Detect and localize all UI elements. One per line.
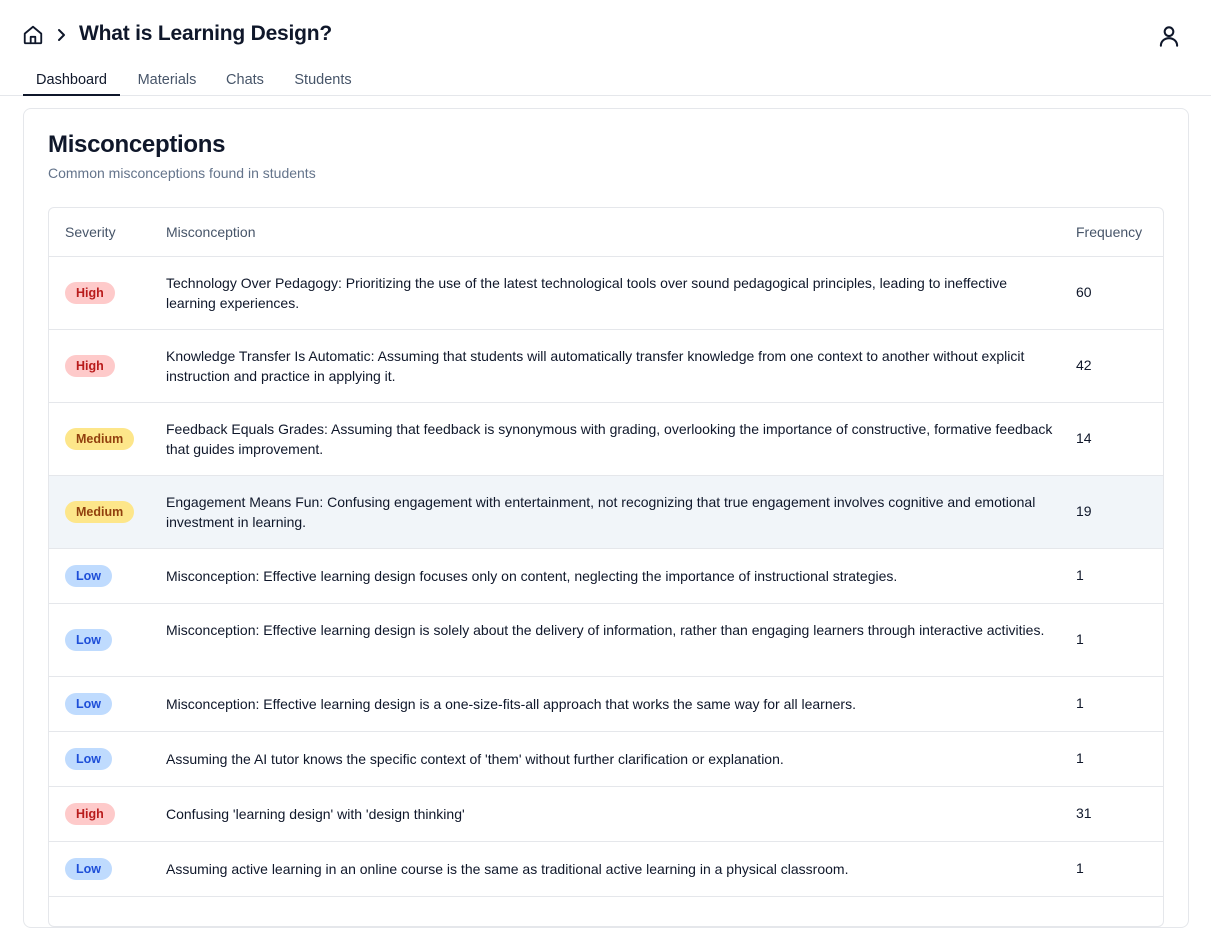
misconceptions-table [48,207,1164,927]
tab-students[interactable]: Students [294,72,352,88]
frequency-value: 1 [1076,567,1084,583]
card-title: Misconceptions [48,131,226,158]
table-row[interactable] [49,476,1164,549]
misconception-text: Feedback Equals Grades: Assuming that feedback is synonymous with grading, overlooking the importance of constructive, formative feedback that guides improvement. [166,421,1053,457]
severity-badge: Low [65,565,112,587]
misconception-text: Knowledge Transfer Is Automatic: Assuming that students will automatically transfer knowledge from one context to another without explicit instruction and practice in applying it. [166,348,1025,384]
severity-badge: Low [65,748,112,770]
severity-badge: High [65,803,115,825]
misconception-text: Misconception: Effective learning design is a one-size-fits-all approach that works the same way for all learners. [166,696,856,712]
table-row[interactable] [49,403,1164,476]
frequency-value: 14 [1076,430,1092,446]
tab-dashboard[interactable]: Dashboard [23,66,120,96]
tab-chats[interactable]: Chats [226,72,264,88]
home-icon[interactable] [22,24,44,46]
table-row[interactable] [49,257,1164,330]
table-row[interactable] [49,732,1164,787]
table-row[interactable] [49,604,1164,677]
chevron-right-icon [53,27,69,43]
misconception-text: Misconception: Effective learning design focuses only on content, neglecting the importance of instructional strategies. [166,568,898,584]
tab-materials[interactable]: Materials [137,72,197,88]
frequency-value: 1 [1076,631,1084,647]
severity-badge: Medium [65,501,134,523]
severity-badge: Low [65,858,112,880]
frequency-value: 1 [1076,750,1084,766]
frequency-value: 31 [1076,805,1092,821]
misconception-text: Engagement Means Fun: Confusing engagement with entertainment, not recognizing that true engagement involves cognitive and emotional investment in learning. [166,494,1036,530]
frequency-value: 1 [1076,860,1084,876]
user-icon[interactable] [1156,23,1182,49]
frequency-value: 19 [1076,503,1092,519]
page-title: What is Learning Design? [79,22,333,45]
table-row[interactable] [49,549,1164,604]
severity-badge: High [65,355,115,377]
frequency-value: 42 [1076,357,1092,373]
misconception-text: Technology Over Pedagogy: Prioritizing the use of the latest technological tools over sound pedagogical principles, leading to ineffective learning experiences. [166,275,1008,311]
tab-bar [0,66,1211,96]
severity-badge: Low [65,629,112,651]
severity-badge: Low [65,693,112,715]
card-subtitle: Common misconceptions found in students [48,165,316,181]
misconception-text: Assuming active learning in an online course is the same as traditional active learning in a physical classroom. [166,861,849,877]
table-header [49,208,1164,257]
frequency-value: 60 [1076,284,1092,300]
table-row[interactable] [49,330,1164,403]
misconceptions-card [23,108,1189,928]
top-bar [0,0,1211,66]
misconception-text: Assuming the AI tutor knows the specific context of 'them' without further clarification or explanation. [166,751,784,767]
column-header-misconception[interactable]: Misconception [166,224,256,240]
severity-badge: Medium [65,428,134,450]
column-header-severity[interactable]: Severity [65,224,116,240]
table-row[interactable] [49,842,1164,897]
table-row[interactable] [49,787,1164,842]
severity-badge: High [65,282,115,304]
frequency-value: 1 [1076,695,1084,711]
column-header-frequency[interactable]: Frequency [1076,224,1143,240]
table-row[interactable] [49,677,1164,732]
misconception-text: Confusing 'learning design' with 'design thinking' [166,806,465,822]
misconception-text: Misconception: Effective learning design is solely about the delivery of information, rather than engaging learners through interactive activities. [166,622,1045,638]
